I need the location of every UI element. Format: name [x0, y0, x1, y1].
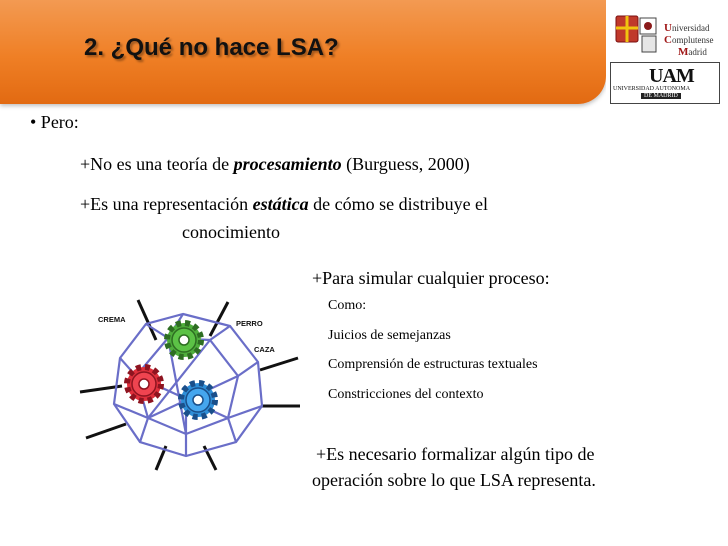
gear-blue-icon: [181, 383, 215, 417]
label-caza: CAZA: [254, 345, 275, 354]
sub-item: Juicios de semejanzas: [328, 328, 451, 343]
slide-title: 2. ¿Qué no hace LSA?: [84, 34, 339, 61]
process-heading: +Para simular cualquier proceso:: [312, 268, 550, 288]
final-line-1: +Es necesario formalizar algún tipo de: [316, 444, 595, 464]
semantic-space-illustration: [78, 296, 304, 472]
label-perro: PERRO: [236, 319, 263, 328]
ucm-logo: [610, 14, 728, 56]
sub-item: Comprensión de estructuras textuales: [328, 357, 538, 372]
line-estatica: +Es una representación estática de cómo se distribuye el: [80, 194, 489, 214]
ucm-wordmark: Universidad Complutense Madrid: [664, 22, 714, 58]
line-procesamiento: +No es una teoría de procesamiento (Burguess, 2000): [80, 154, 470, 174]
bullet-pero: • Pero:: [30, 112, 79, 132]
ucm-crest-icon: [610, 14, 660, 56]
line-conocimiento: conocimiento: [182, 222, 280, 242]
gear-green-icon: [167, 323, 201, 357]
label-crema: CREMA: [98, 315, 126, 324]
uam-logo: UAM UNIVERSIDAD AUTONOMA DE MADRID: [610, 62, 720, 104]
gear-red-icon: [127, 367, 161, 401]
sub-item: Constricciones del contexto: [328, 387, 484, 402]
final-line-2: operación sobre lo que LSA representa.: [312, 470, 596, 490]
sub-item: Como:: [328, 298, 367, 313]
